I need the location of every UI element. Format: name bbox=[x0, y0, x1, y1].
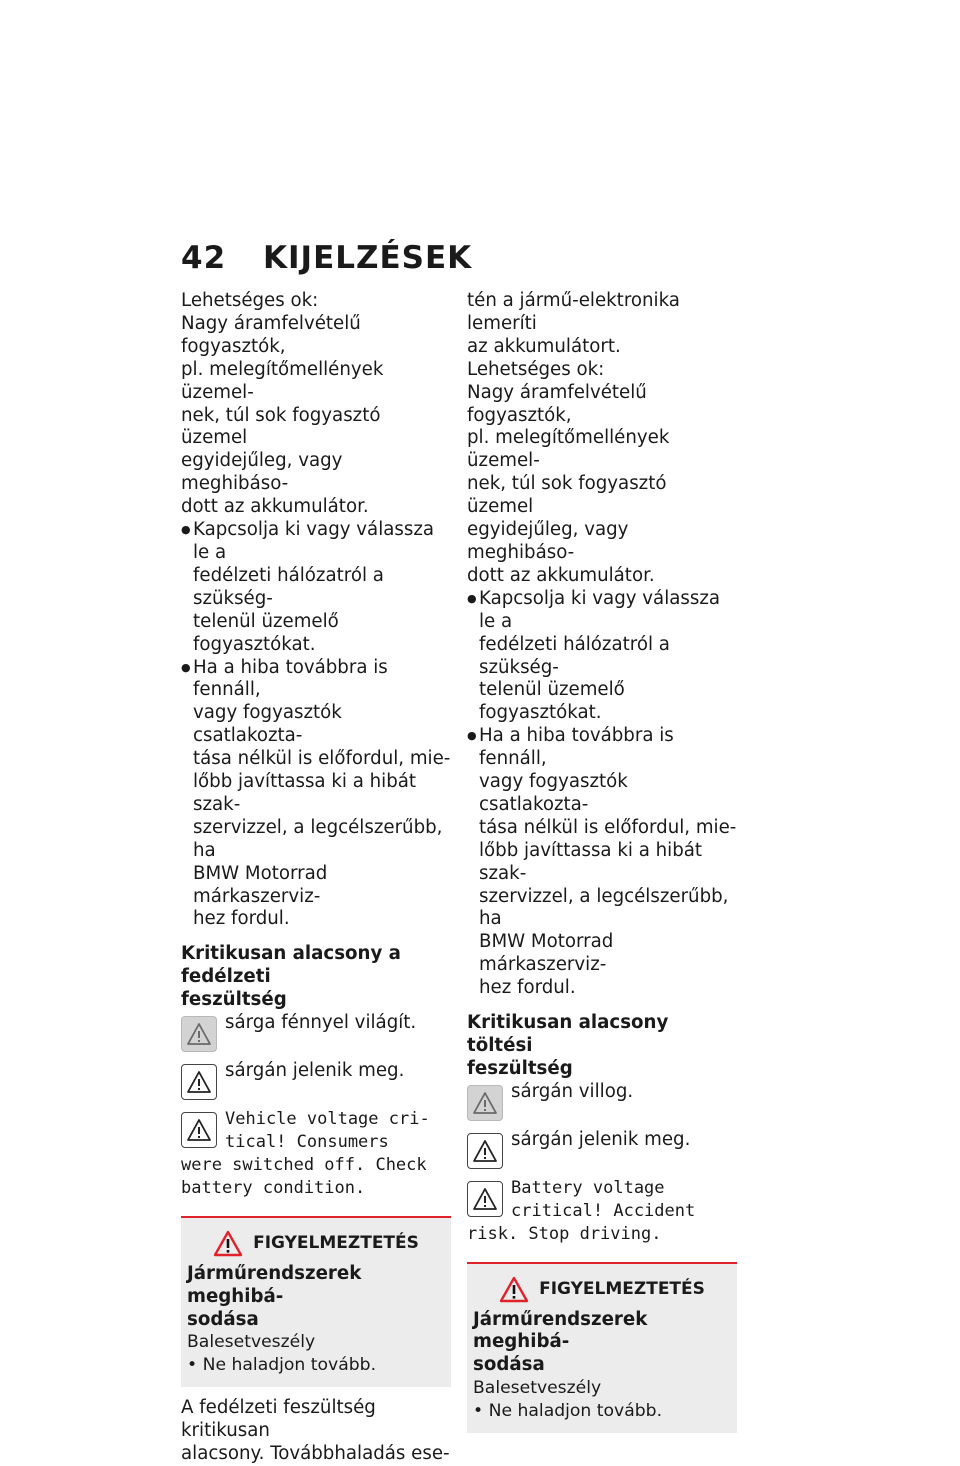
symbol-description: sárgán jelenik meg. bbox=[511, 1128, 691, 1150]
text-line: ● Ha a hiba továbbra is fennáll, bbox=[479, 725, 674, 770]
text-line: ● Ha a hiba továbbra is fennáll, bbox=[193, 656, 388, 701]
text-line: vagy fogyasztók csatlakozta- bbox=[479, 771, 628, 815]
text-line: lőbb javíttassa ki a hibát szak- bbox=[479, 839, 703, 884]
text-line: Nagy áramfelvételű fogyasztók, bbox=[467, 381, 647, 426]
heading-line: feszültség bbox=[181, 989, 287, 1011]
subtitle-line: sodása bbox=[187, 1308, 259, 1330]
text-line: BMW Motorrad márkaszerviz- bbox=[193, 862, 328, 907]
text-line: Lehetséges ok: bbox=[181, 290, 319, 311]
message-line: risk. Stop driving. bbox=[467, 1223, 662, 1244]
symbol-row bbox=[467, 1129, 737, 1169]
text-line: ● Kapcsolja ki vagy válassza le a bbox=[479, 587, 721, 632]
symbol-description: sárga fénnyel világít. bbox=[225, 1012, 417, 1034]
message-line: Battery voltage bbox=[511, 1177, 665, 1198]
warning-triangle-icon bbox=[467, 1085, 503, 1121]
message-line: battery condition. bbox=[181, 1177, 366, 1198]
bullet-item bbox=[181, 657, 451, 932]
symbol-description: sárgán jelenik meg. bbox=[225, 1060, 405, 1082]
text-line: az akkumulátort. bbox=[467, 335, 621, 357]
heading-line: Kritikusan alacsony töltési bbox=[467, 1012, 669, 1056]
text-line: nek, túl sok fogyasztó üzemel bbox=[181, 404, 381, 449]
text-line: tása nélkül is előfordul, mie- bbox=[479, 816, 737, 838]
warning-title: FIGYELMEZTETÉS bbox=[253, 1233, 419, 1254]
text-line: hez fordul. bbox=[479, 977, 576, 999]
text-line: telenül üzemelő fogyasztókat. bbox=[193, 610, 339, 655]
left-bullet-list bbox=[181, 519, 451, 931]
message-line: critical! Accident bbox=[511, 1200, 696, 1221]
warning-triangle-icon bbox=[181, 1016, 217, 1052]
symbol-row bbox=[181, 1060, 451, 1100]
warning-header bbox=[473, 1276, 731, 1303]
subtitle-line: Járműrendszerek meghibá- bbox=[473, 1308, 648, 1353]
text-line: lőbb javíttassa ki a hibát szak- bbox=[193, 771, 417, 815]
warning-triangle-icon bbox=[499, 1276, 529, 1303]
message-line: tical! Consumers bbox=[225, 1132, 389, 1152]
subtitle-line: sodása bbox=[473, 1354, 545, 1376]
warning-subtitle bbox=[473, 1309, 731, 1378]
heading-line: Kritikusan alacsony a fedélzeti bbox=[181, 943, 401, 988]
right-bullet-list bbox=[467, 588, 737, 1000]
display-message bbox=[467, 1177, 737, 1246]
page-header bbox=[181, 240, 472, 276]
right-intro bbox=[467, 290, 737, 588]
text-line: BMW Motorrad márkaszerviz- bbox=[479, 931, 614, 976]
section-heading bbox=[467, 1012, 737, 1081]
text-line: pl. melegítőmellények üzemel- bbox=[467, 427, 670, 472]
text-line: egyidejűleg, vagy meghibáso- bbox=[181, 450, 343, 495]
text-line: fedélzeti hálózatról a szükség- bbox=[479, 633, 670, 678]
symbol-row bbox=[181, 1012, 451, 1052]
page-title: KIJELZÉSEK bbox=[263, 240, 473, 276]
bullet-item bbox=[467, 588, 737, 725]
heading-line: feszültség bbox=[467, 1057, 573, 1079]
warning-triangle-icon bbox=[181, 1112, 217, 1148]
text-line: alacsony. Továbbhaladás ese- bbox=[181, 1443, 450, 1465]
warning-risk: Balesetveszély bbox=[187, 1332, 316, 1353]
subtitle-line: Járműrendszerek meghibá- bbox=[187, 1262, 362, 1307]
left-intro bbox=[181, 290, 451, 519]
warning-header bbox=[187, 1230, 445, 1257]
text-line: dott az akkumulátor. bbox=[181, 496, 369, 518]
warning-action: • Ne haladjon tovább. bbox=[473, 1401, 663, 1422]
warning-triangle-icon bbox=[467, 1181, 503, 1217]
text-line: nek, túl sok fogyasztó üzemel bbox=[467, 473, 667, 518]
warning-action: • Ne haladjon tovább. bbox=[187, 1355, 377, 1376]
text-line: szervizzel, a legcélszerűbb, ha bbox=[479, 885, 729, 930]
symbol-row bbox=[467, 1081, 737, 1121]
right-column bbox=[467, 290, 737, 1433]
warning-title: FIGYELMEZTETÉS bbox=[539, 1279, 705, 1300]
bullet-item bbox=[467, 725, 737, 1000]
text-line: tén a jármű-elektronika lemeríti bbox=[467, 290, 680, 334]
text-line: tása nélkül is előfordul, mie- bbox=[193, 748, 451, 770]
text-line: Lehetséges ok: bbox=[467, 358, 605, 380]
text-line: fedélzeti hálózatról a szükség- bbox=[193, 564, 384, 609]
warning-subtitle bbox=[187, 1263, 445, 1332]
text-line: ● Kapcsolja ki vagy válassza le a bbox=[193, 519, 435, 563]
text-line: pl. melegítőmellények üzemel- bbox=[181, 358, 384, 403]
page-number: 42 bbox=[181, 240, 227, 276]
text-line: szervizzel, a legcélszerűbb, ha bbox=[193, 816, 443, 861]
display-message bbox=[181, 1108, 451, 1200]
bullet-item bbox=[181, 519, 451, 656]
section-heading bbox=[181, 943, 451, 1012]
text-line: hez fordul. bbox=[193, 908, 290, 930]
warning-risk: Balesetveszély bbox=[473, 1378, 602, 1399]
warning-triangle-icon bbox=[213, 1230, 243, 1257]
text-line: Nagy áramfelvételű fogyasztók, bbox=[181, 312, 361, 357]
warning-box bbox=[467, 1262, 737, 1434]
warning-triangle-icon bbox=[467, 1133, 503, 1169]
message-line: Vehicle voltage cri- bbox=[225, 1109, 430, 1130]
text-line: egyidejűleg, vagy meghibáso- bbox=[467, 519, 629, 563]
text-line: dott az akkumulátor. bbox=[467, 564, 655, 586]
text-line: vagy fogyasztók csatlakozta- bbox=[193, 702, 342, 747]
continuation-text bbox=[181, 1397, 451, 1466]
warning-triangle-icon bbox=[181, 1064, 217, 1100]
symbol-description: sárgán villog. bbox=[511, 1080, 634, 1102]
text-line: telenül üzemelő fogyasztókat. bbox=[479, 679, 625, 724]
left-column bbox=[181, 290, 451, 1466]
message-line: were switched off. Check bbox=[181, 1154, 427, 1175]
text-line: A fedélzeti feszültség kritikusan bbox=[181, 1397, 376, 1442]
